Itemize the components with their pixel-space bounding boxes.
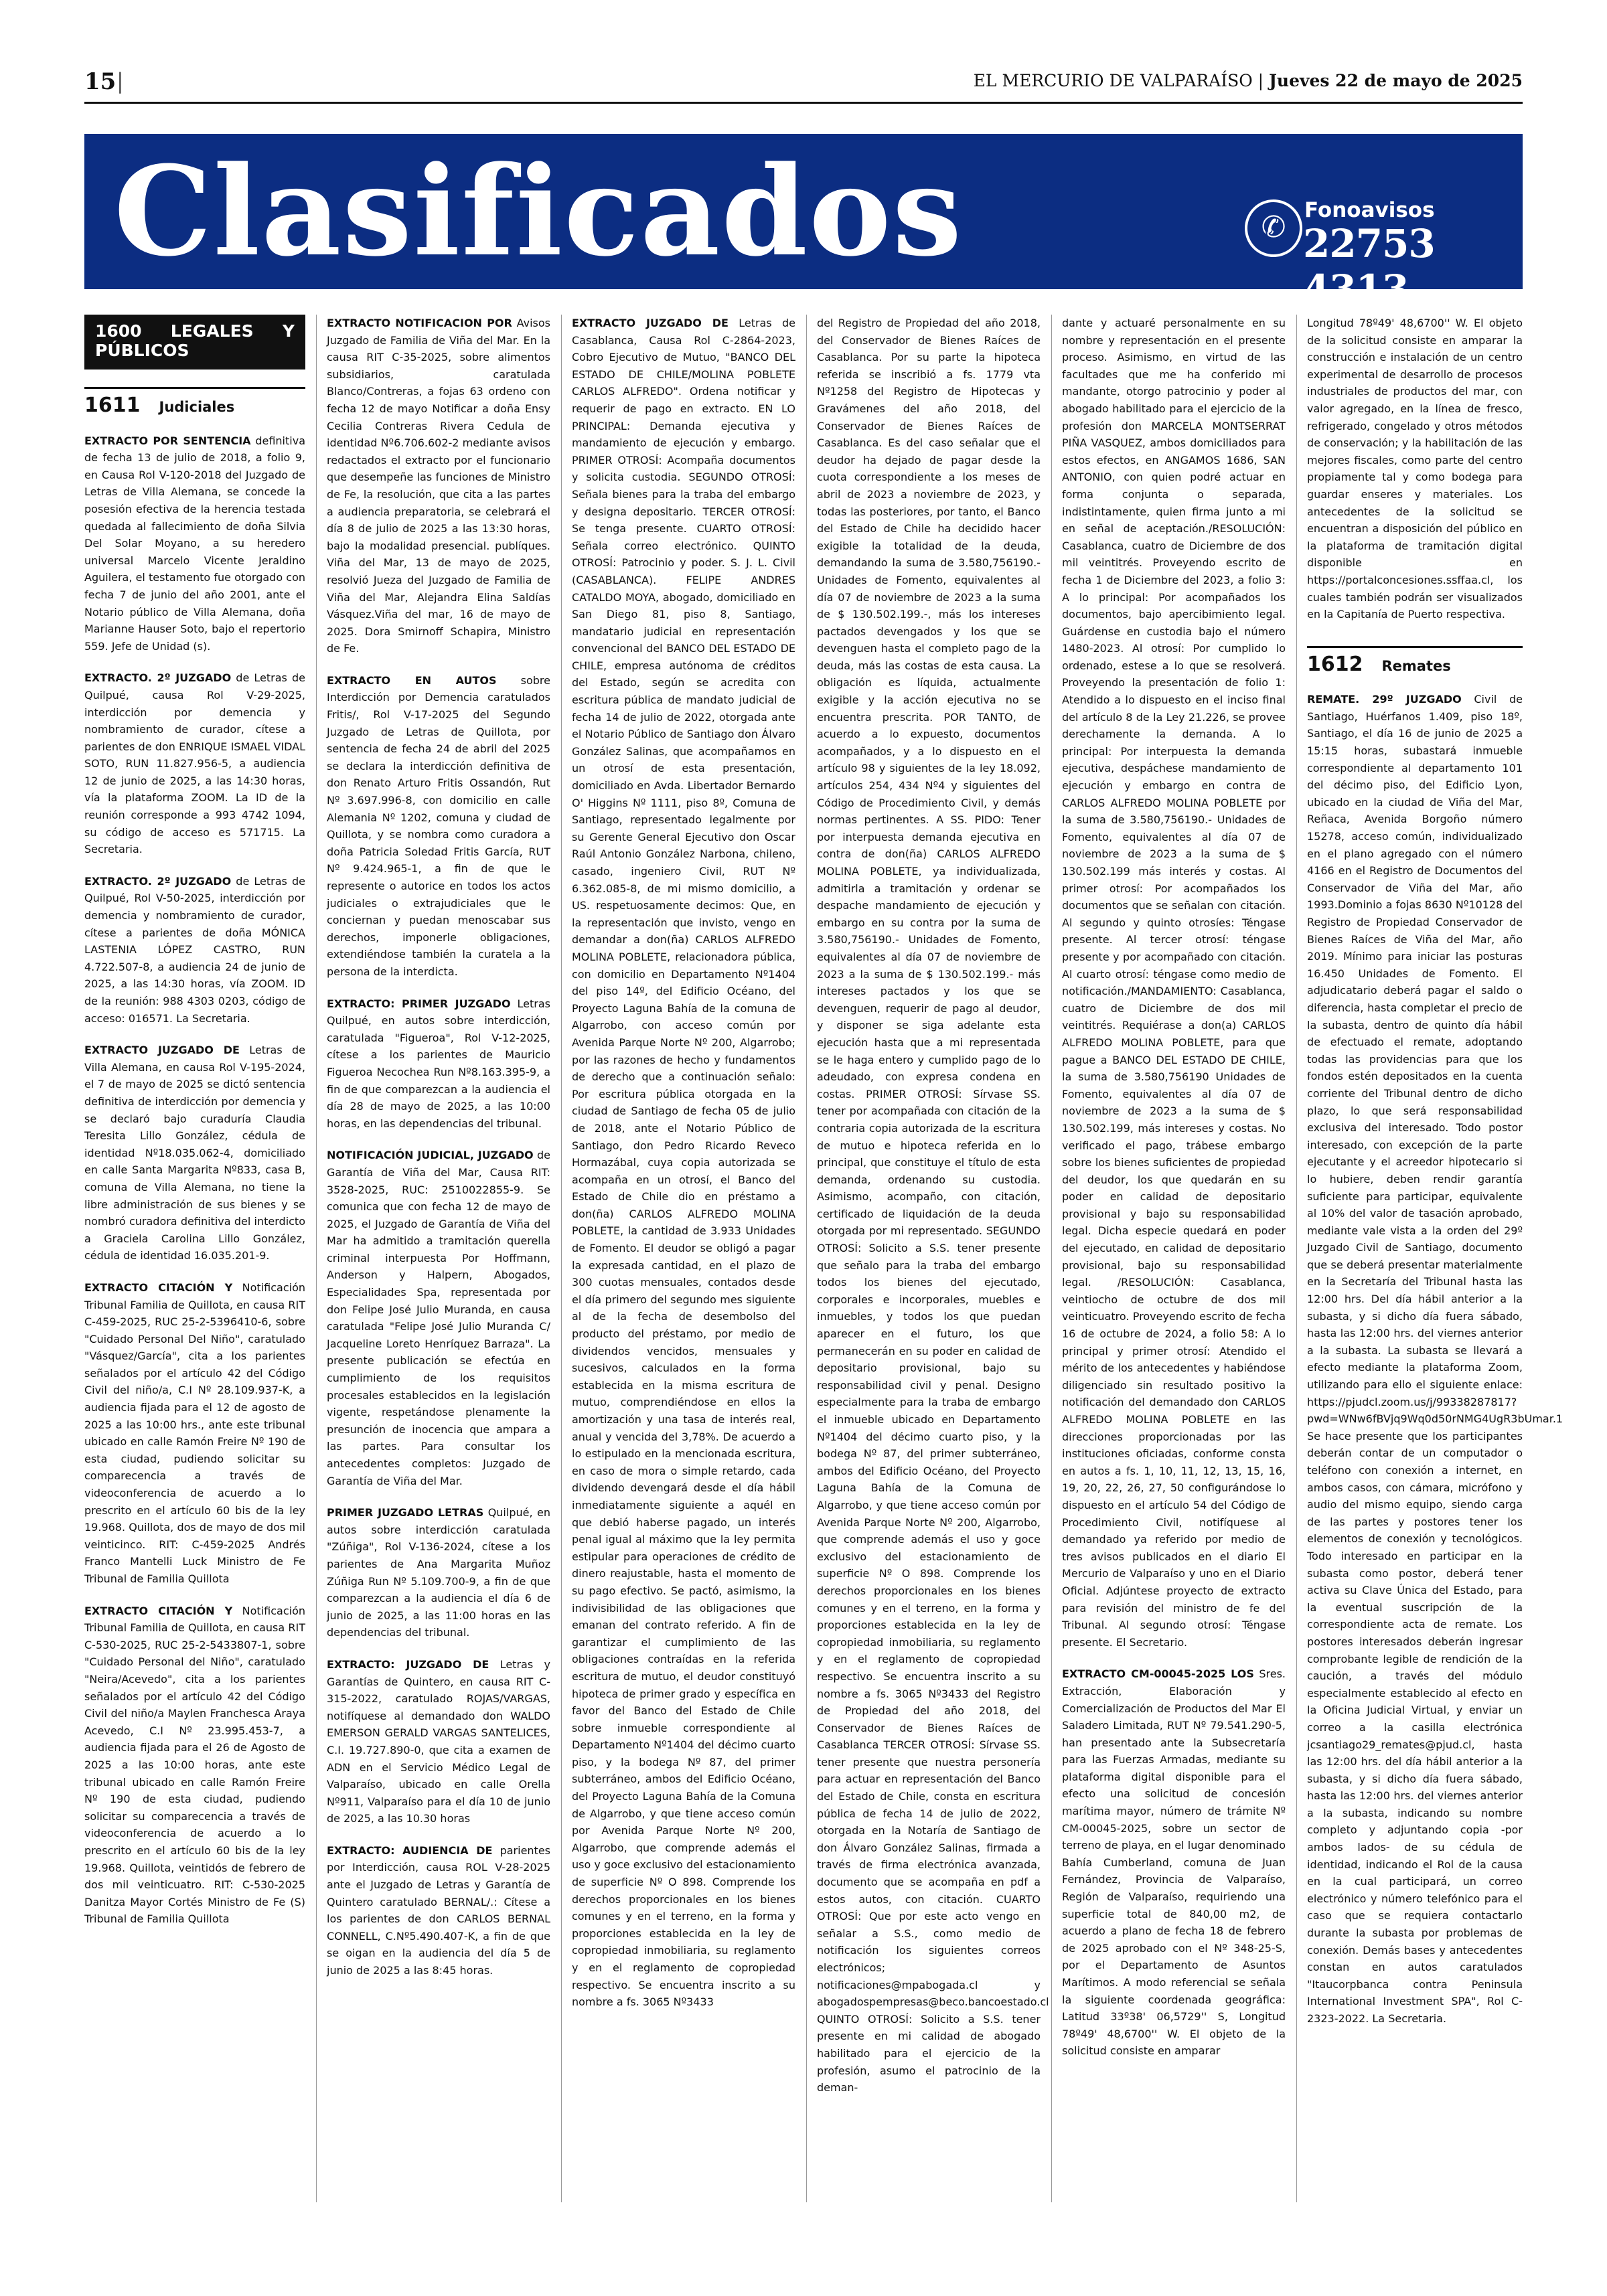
notice-text: Quilpué, en autos sobre interdicción caratulada "Zúñiga", Rol V-136-2024, cítese a los parientes de Ana Margarita Muñoz Zúñiga Run Nº 5.109.700-9, a fin de que comparezcan a la audiencia el día 6 de junio de 2025, a las 11:00 horas en las dependencias del tribunal. — [327, 1506, 550, 1639]
notice-text: del Registro de Propiedad del año 2018, del Conservador de Bienes Raíces de Casablanca. Por su parte la hipoteca referida se inscribió a fs. 1779 vta Nº1258 del Registro de Hipotecas y Gravámenes del año 2018, del Conservador de Bienes Raíces de Casablanca. Es del caso señalar que el deudor ha dejado de pagar desde la cuota correspondiente a los meses de abril de 2023 a noviembre de 2023, y todas las posteriores, por tanto, el Banco del Estado de Chile ha decidido hacer exigible la totalidad de la deuda, demandando la suma de 3.580,756190.- Unidades de Fomento, equivalentes al día 07 de noviembre de 2023 a la suma de $ 130.502.199.-, más los intereses pactados devengados y los que se devenguen hasta el completo pago de la deuda, más las costas de esta causa. La obligación es líquida, actualmente exigible y la acción ejecutiva no se encuentra prescrita. POR TANTO, de acuerdo a lo expuesto, documentos acompañados, y a lo dispuesto en el artículo 98 y siguientes de la ley 18.092, artículos 254, 434 Nº4 y siguientes del Código de Procedimiento Civil, y demás normas pertinentes. A SS. PIDO: Tener por interpuesta demanda ejecutiva en contra de don(ña) CARLOS ALFREDO MOLINA POBLETE, ya individualizada, admitirla a tramitación y ordenar se despache mandamiento de ejecución y embargo en su contra por la suma de 3.580,756190.- Unidades de Fomento, equivalentes al día 07 de noviembre de 2023 a la suma de $ 130.502.199.- más intereses pactados y los que se devenguen, requerir de pago al deudor, y disponer se siga adelante esta ejecución hasta que a mi representada se le haga entero y cumplido pago de lo adeudado, con expresa condena en costas. PRIMER OTROSÍ: Sírvase SS. tener por acompañada con citación de la contraria copia autorizada de la escritura de mutuo e hipoteca referida en lo principal, que constituye el título de esta demanda, ordenando su custodia. Asimismo, acompaño, con citación, certificado de liquidación de la deuda otorgada por mi representado. SEGUNDO OTROSÍ: Solicito a S.S. tener presente que señalo para la traba del embargo todos los bienes del ejecutado, corporales e incorporales, muebles e inmuebles, y todos los que puedan aparecer en el futuro, los que permanecerán en su poder en calidad de depositario provisional, bajo su responsabilidad civil y penal. Designo especialmente para la traba de embargo el inmueble ubicado en Departamento Nº1404 del décimo cuarto piso, y la bodega Nº 87, del primer subterráneo, ambos del Edificio Océano, del Proyecto Laguna Bahía de la Comuna de Algarrobo, y que tiene acceso común por Avenida Parque Norte Nº 200, Algarrobo, que comprende además el uso y goce exclusivo del estacionamiento de superficie Nº O 898. Comprende los derechos proporcionales en los bienes comunes y en el terreno, en la forma y proporciones establecida en la ley de copropiedad inmobiliaria, su reglamento y en el reglamento de copropiedad respectivo. Se encuentra inscrito a su nombre a fs. 3065 Nº3433 del Registro de Propiedad del año 2018, del Conservador de Bienes Raíces de Casablanca TERCER OTROSÍ: Sírvase SS. tener presente que nuestra personería para actuar en representación del Banco del Estado de Chile, consta en escritura pública de fecha 14 de julio de 2022, otorgada en la Notaría de Santiago de don Álvaro González Salinas, firmada a través de firma electrónica avanzada, documento que se acompaña en pdf a estos autos, con citación. CUARTO OTROSÍ: Que por este acto vengo en señalar a S.S., como medio de notificación los siguientes correos electrónicos; notificaciones@mpabogada.cl y abogadospempresas@beco.bancoestado.cl QUINTO OTROSÍ: Solicito a S.S. tener presente en mi calidad de abogado habilitado para el ejercicio de la profesión, asumo el patrocinio de la deman- — [817, 317, 1049, 2095]
legal-notice — [84, 1042, 305, 1264]
notice-lead: EXTRACTO. 2º JUZGADO — [84, 671, 232, 685]
header-rule — [84, 102, 1523, 104]
notice-lead: EXTRACTO: AUDIENCIA DE — [327, 1843, 493, 1857]
notice-text: de Garantía de Viña del Mar, Causa RIT: 3528-2025, RUC: 2510022855-9. Se comunica que con fecha 12 de mayo de 2025, el Juzgado de Garantía de Viña del Mar ha admitido a tramitación querella criminal interpuesta Por Hoffmann, Anderson y Halpern, Abogados, Especialidades Spa, representada por don Felipe José Julio Muranda, en causa caratulada "Felipe José Julio Muranda C/ Jacqueline Loreto Henríquez Barraza". La presente publicación se efectúa en cumplimiento de los requisitos procesales establecidos en la legislación vigente, respetándose plenamente la presunción de inocencia que ampara a las partes. Para consultar los antecedentes completos: Juzgado de Garantía de Viña del Mar. — [327, 1149, 551, 1487]
column-6 — [1307, 315, 1563, 2042]
notice-text: Sres. Extracción, Elaboración y Comercialización de Productos del Mar El Saladero Limitada, RUT Nº 79.541.290-5, han presentado ante la Subsecretaría para las Fuerzas Armadas, mediante su plataforma digital disponible para el efecto una solicitud de concesión marítima mayor, número de trámite Nº CM-00045-2025, sobre un sector de terreno de playa, en el lugar denominado Bahía Cumberland, comuna de Juan Fernández, Provincia de Valparaíso, Región de Valparaíso, requiriendo una superficie total de 840,00 m2, de acuerdo a plano de fecha 18 de febrero de 2025 aprobado con el Nº 348-25-S, por el Departamento de Asuntos Marítimos. A modo referencial se señala la siguiente coordenada geográfica: Latitud 33º38' 06,5729'' S, Longitud 78º49' 48,6700'' W. El objeto de la solicitud consiste en amparar — [1062, 1667, 1286, 2058]
notice-lead: EXTRACTO CITACIÓN Y — [84, 1281, 233, 1294]
fonoavisos-number: 22753 4313 — [1303, 221, 1435, 312]
notice-lead: EXTRACTO CITACIÓN Y — [84, 1604, 233, 1617]
legal-notice — [1062, 1665, 1286, 2060]
legal-notice — [327, 1504, 550, 1641]
legal-notice — [84, 432, 305, 655]
notice-text: de Letras de Quilpué, causa Rol V-29-2025, interdicción por demencia y nombramiento de curador, cítese a parientes de don ENRIQUE ISMAEL VIDAL SOTO, RUN 11.827.956-5, a audiencia 12 de junio de 2025, a las 14:30 horas, vía la plataforma ZOOM. La ID de la reunión corresponde a 993 4742 1094, su código de acceso es 571715. La Secretaria. — [84, 671, 305, 856]
notice-text: Letras de Villa Alemana, en causa Rol V-195-2024, el 7 de mayo de 2025 se dictó sentencia definitiva de interdicción por demencia y se declaró bajo curaduría Claudia Teresita Lillo González, cédula de identidad Nº18.035.062-4, domiciliado en calle Santa Margarita Nº833, casa B, comuna de Villa Alemana, no tiene la libre administración de sus bienes y se nombró curadora definitiva del interdicto a Graciela Carolina Lillo González, cédula de identidad 16.035.201-9. — [84, 1044, 306, 1262]
notice-lead: EXTRACTO POR SENTENCIA — [84, 434, 251, 447]
fonoavisos-label: Fonoavisos — [1304, 198, 1435, 222]
notice-lead: EXTRACTO: JUZGADO DE — [327, 1657, 489, 1671]
notice-lead: EXTRACTO JUZGADO DE — [84, 1044, 240, 1057]
notice-text: Notificación Tribunal Familia de Quillota, en causa RIT C-459-2025, RUC 25-2-5396410-6, sobre "Cuidado Personal Del Niño", caratulado "Vásquez/García", cita a los parientes señalados por el artículo 42 del Código Civil del niño/a, C.I Nº 28.109.937-K, a audiencia fijada para el 12 de agosto de 2025 a las 10:00 hrs., ante este tribunal ubicado en calle Ramón Freire Nº 190 de esta ciudad, pudiendo solicitar su comparecencia a través de videoconferencia de acuerdo a lo prescrito en el artículo 60 bis de la ley 19.968. Quillota, dos de mayo de dos mil veinticinco. RIT: C-459-2025 Andrés Franco Mantelli Luck Ministro de Fe Tribunal de Familia Quillota — [84, 1281, 305, 1585]
legal-notice — [327, 1656, 550, 1827]
masthead-separator: | — [1257, 71, 1264, 90]
notice-text: Letras Quilpué, en autos sobre interdicción, caratulada "Figueroa", Rol V-12-2025, cítese a los parientes de Mauricio Figueroa Necochea Run Nº8.163.395-9, a fin de que comparezcan a la audiencia el día 28 de mayo de 2025, a las 10:00 horas, en las dependencias del tribunal. — [327, 997, 550, 1130]
notice-list — [572, 315, 795, 2011]
legal-notice — [1307, 315, 1523, 623]
legal-notice — [327, 672, 550, 981]
subsection-number: 1611 — [84, 394, 141, 417]
notice-text: Civil de Santiago, Huérfanos 1.409, piso 18º, Santiago, el día 16 de junio de 2025 a 15:15 horas, subastará inmueble correspondiente al departamento 101 del décimo piso, del Edificio Lyon, ubicado en la ciudad de Viña del Mar, Reñaca, Avenida Borgoño número 15278, acceso común, individualizado en el plano agregado con el número 4166 en el Registro de Documentos del Conservador de Viña del Mar, año 1993.Dominio a fojas 8630 Nº10128 del Registro de Propiedad Conservador de Bienes Raíces de Viña del Mar, año 2019. Mínimo para iniciar las posturas 16.450 Unidades de Fomento. El adjudicatario deberá pagar el saldo o diferencia, hasta completar el precio de la subasta, dentro de quinto día hábil de efectuado el remate, adoptando todas las providencias para que los fondos estén depositados en la cuenta corriente del Tribunal dentro de dicho plazo, lo que será responsabilidad exclusiva del interesado. Todo postor interesado, con excepción de la parte ejecutante y el acreedor hipotecario si lo hubiere, deben rendir garantía suficiente para participar, equivalente al 10% del valor de tasación aprobado, mediante vale vista a la orden del 29º Juzgado Civil de Santiago, documento que se deberá presentar materialmente en la Secretaría del Tribunal hasta las 12:00 hrs. Del día hábil anterior a la subasta, y si dicho día fuera sábado, hasta las 12:00 hrs. del viernes anterior a la subasta. La subasta se llevará a efecto mediante la plataforma Zoom, utilizando para ello el siguiente enlace: https://pjudcl.zoom.us/j/99338287817?pwd=WNw6fBVjq9Wq0d50rNMG4UgR3bUmar.1 Se hace presente que los participantes deberán contar de un computador o teléfono con conexión a internet, en ambos casos, con cámara, micrófono y audio del mismo equipo, siendo carga de las partes y postores tener los elementos de conexión y tecnológicos. Todo interesado en participar en la subasta como postor, deberá tener activa su Clave Única del Estado, para la eventual suscripción de la correspondiente acta de remate. Los postores interesados deberán ingresar comprobante legible de rendición de la caución, a través del módulo especialmente establecido al efecto en la Oficina Judicial Virtual, y enviar un correo a la casilla electrónica jcsantiago29_remates@pjud.cl, hasta las 12:00 hrs. del día hábil anterior a la subasta, y si dicho día fuera sábado, hasta las 12:00 hrs. del viernes anterior a la subasta, indicando su nombre completo y adjuntando copia -por ambos lados- de su cédula de identidad, indicando el Rol de la causa en la cual participará, un correo electrónico y número telefónico para el caso que se requiera contactarlo durante la subasta por problemas de conexión. Demás bases y antecedentes constan en autos caratulados "Itaucorpbanca contra Peninsula International Investment SPA", Rol C-2323-2022. La Secretaria. — [1307, 693, 1563, 2025]
column-divider — [806, 315, 807, 2202]
column-3 — [572, 315, 795, 2026]
legal-notice — [84, 873, 305, 1027]
notice-lead: REMATE. 29º JUZGADO — [1307, 693, 1462, 706]
notice-text: de Letras de Quilpué, Rol V-50-2025, interdicción por demencia y nombramiento de curador, cítese a parientes de doña MÓNICA LASTENIA LÓPEZ CASTRO, RUN 4.722.507-8, a audiencia 24 de junio de 2025, a las 14:30 horas, vía ZOOM. ID de la reunión: 988 4303 0203, código de acceso: 016571. La Secretaria. — [84, 874, 305, 1025]
notice-list — [817, 315, 1049, 2097]
legal-notice — [1062, 315, 1286, 1651]
legal-notice — [817, 315, 1049, 2097]
legal-notice — [327, 315, 550, 657]
column-divider — [561, 315, 562, 2202]
notice-lead: EXTRACTO EN AUTOS — [327, 673, 497, 687]
notice-list — [84, 432, 305, 1928]
issue-date: Jueves 22 de mayo de 2025 — [1269, 71, 1523, 90]
section-label-legales: 1600 LEGALES Y PÚBLICOS — [84, 315, 305, 370]
notice-list — [327, 315, 550, 1979]
header-separator: | — [117, 68, 124, 94]
legal-notice — [327, 1842, 550, 1979]
notice-list — [1307, 315, 1523, 623]
newspaper-name: EL MERCURIO DE VALPARAÍSO — [973, 71, 1253, 90]
legal-notice — [84, 1603, 305, 1928]
notice-text: sobre Interdicción por Demencia caratulados Fritis/, Rol V-17-2025 del Segundo Juzgado de Letras de Quillota, por sentencia de fecha 24 de abril del 2025 se declara la interdicción definitiva de don Renato Arturo Fritis Ossandón, Rut Nº 3.697.996-8, con domicilio en calle Alemania Nº 1202, comuna y ciudad de Quillota, y se nombra como curadora a doña Patricia Soledad Fritis García, RUT Nº 9.424.965-1, a fin de que le represente o autorice en todos los actos judiciales o extrajudiciales que le conciernan y puedan menoscabar sus derechos, imponerle obligaciones, extendiéndose también la curatela a la persona de la interdicta. — [327, 673, 550, 978]
notice-text: definitiva de fecha 13 de julio de 2018, a folio 9, en Causa Rol V-120-2018 del Juzgado de Letras de Villa Alemana, se concede la posesión efectiva de la herencia testada quedada al fallecimiento de doña Silvia Del Solar Moyano, a su heredero universal Marcelo Vicente Jeraldino Aguilera, el testamento fue otorgado con fecha 7 de junio del año 2001, ante el Notario público de Villa Alemana, doña Marianne Hauser Soto, bajo el repertorio 559. Jefe de Unidad (s). — [84, 434, 305, 653]
notice-lead: EXTRACTO CM-00045-2025 LOS — [1062, 1667, 1254, 1681]
notice-text: Letras y Garantías de Quintero, en causa RIT C-315-2022, caratulado ROJAS/VARGAS, notifíquese al demandado don WALDO EMERSON GERALD VARGAS SANTELICES, C.I. 19.727.890-0, que cita a examen de ADN en el Servicio Médico Legal de Valparaíso, ubicado en calle Orella Nº911, Valparaíso para el día 10 de junio de 2025, a las 10.30 horas — [327, 1657, 550, 1825]
notice-list — [1062, 315, 1286, 2060]
notice-text: dante y actuaré personalmente en su nombre y representación en el presente proceso. Asimismo, en virtud de las facultades que me ha conferido mi mandante, otorgo patrocinio y poder al abogado habilitado para el ejercicio de la profesión don MARCELA MONTSERRAT PIÑA VASQUEZ, ambos domiciliados para estos efectos, en ANGAMOS 1686, SAN ANTONIO, con quien podré actuar en forma conjunta o separada, indistintamente, quien firma junto a mi en señal de aceptación./RESOLUCIÓN: Casablanca, cuatro de Diciembre de dos mil veintitrés. Proveyendo escrito de fecha 1 de Diciembre del 2023, a folio 3: A lo principal: Por acompañados los documentos, bajo apercibimiento legal. Guárdense en custodia bajo el número 1480-2023. Al otrosí: Por cumplido lo ordenado, estese a lo que se resolverá. Proveyendo la presentación de folio 1: Atendido a lo dispuesto en el inciso final del artículo 8 de la Ley 21.226, se provee derechamente la demanda. A lo principal: Por interpuesta la demanda ejecutiva, despáchese mandamiento de ejecución y embargo en contra de CARLOS ALFREDO MOLINA POBLETE por la suma de 3.580,756190.- Unidades de Fomento, equivalentes al día 07 de noviembre de 2023 a la suma de $ 130.502.199 más interés y costas. Al primer otrosí: Por acompañados los documentos que se señalan con citación. Al segundo y quinto otrosíes: Téngase presente. Al tercer otrosí: téngase presente y por acompañado con citación. Al cuarto otrosí: téngase como medio de notificación./MANDAMIENTO: Casablanca, cuatro de Diciembre de dos mil veintitrés. Requiérase a don(a) CARLOS ALFREDO MOLINA POBLETE, para que pague a BANCO DEL ESTADO DE CHILE, la suma de 3.580,756190 Unidades de Fomento, equivalentes al día 07 de noviembre de 2023 a la suma de $ 130.502.199, más intereses y costas. No verificado el pago, trábese embargo sobre los bienes suficientes de propiedad del deudor, los que quedarán en su poder en calidad de depositario provisional y bajo su responsabilidad legal. Dicha especie quedará en poder del ejecutado, en calidad de depositario provisional, bajo su responsabilidad legal. /RESOLUCIÓN: Casablanca, veintiocho de octubre de dos mil veinticuatro. Proveyendo escrito de fecha 16 de octubre de 2024, a folio 58: A lo principal y primer otrosí: Atendido el mérito de los antecedentes y habiéndose diligenciado sin resultado positivo la notificación del demandado don CARLOS ALFREDO MOLINA POBLETE en las direcciones proporcionadas por las instituciones oficiadas, conforme consta en autos a fs. 1, 10, 11, 12, 13, 15, 16, 19, 20, 22, 26, 27, 50 configurándose lo dispuesto en el artículo 54 del Código de Procedimiento Civil, notifíquese al demandado ya referido por medio de tres avisos publicados en el diario El Mercurio de Valparaíso y uno en el Diario Oficial. Adjúntese proyecto de extracto para revisión del ministro de fe del Tribunal. Al segundo otrosí: Téngase presente. El Secretario. — [1062, 317, 1286, 1649]
notice-lead: EXTRACTO: PRIMER JUZGADO — [327, 997, 511, 1010]
notice-lead: EXTRACTO. 2º JUZGADO — [84, 874, 232, 888]
column-4 — [817, 315, 1049, 2111]
column-divider — [316, 315, 317, 2202]
column-1 — [84, 315, 305, 1943]
column-5 — [1062, 315, 1286, 2074]
legal-notice — [572, 315, 795, 2011]
section-title: Clasificados — [114, 139, 964, 284]
notice-lead: EXTRACTO NOTIFICACION POR — [327, 317, 512, 329]
notice-lead: NOTIFICACIÓN JUDICIAL, JUZGADO — [327, 1149, 534, 1162]
column-divider — [1051, 315, 1052, 2202]
notice-text: Notificación Tribunal Familia de Quillota, en causa RIT C-530-2025, RUC 25-2-5433807-1, sobre "Cuidado Personal del Niño", caratulado "Neira/Acevedo", cita a los parientes señalados por el artículo 42 del Código Civil del niño/a Maylen Franchesca Araya Acevedo, C.I Nº 23.995.453-7, a audiencia fijada para el 26 de Agosto de 2025 a las 10:00 horas, ante este tribunal ubicado en calle Ramón Freire Nº 190 de esta ciudad, pudiendo solicitar su comparecencia a través de videoconferencia de acuerdo a lo prescrito en el artículo 60 bis de la ley 19.968. Quillota, veintidós de febrero de dos mil veinticuatro. RIT: C-530-2025 Danitza Mayor Cortés Ministro de Fe (S) Tribunal de Familia Quillota — [84, 1604, 305, 1926]
notice-list — [1307, 691, 1563, 2027]
legal-notice — [84, 1279, 305, 1588]
newspaper-masthead — [974, 71, 1523, 90]
notice-text: Avisos Juzgado de Familia de Viña del Mar. En la causa RIT C-35-2025, sobre alimentos subsidiarios, caratulada Blanco/Contreras, a fojas 63 ordeno con fecha 12 de mayo Notificar a doña Ensy Cecilia Contreras Rivera Cedula de identidad Nº6.706.602-2 mediante avisos redactados el extracto por el funcionario que desempeñe las funciones de Ministro de Fe, la resolución, que cita a las partes a audiencia preparatoria, se celebrará el día 8 de julio de 2025 a las 13:30 horas, bajo la modalidad presencial. publíques. Viña del Mar, 13 de mayo de 2025, resolvió Jueza del Juzgado de Familia de Viña del Mar, Alejandra Elina Saldías Vásquez.Viña del mar, 16 de mayo de 2025. Dora Smirnoff Schapira, Ministro de Fe. — [327, 317, 551, 655]
legal-notice — [327, 1147, 550, 1489]
subsection-name: Remates — [1381, 657, 1451, 674]
phone-icon: ✆ — [1245, 199, 1302, 257]
subsection-number: 1612 — [1307, 652, 1363, 676]
subsection-name: Judiciales — [159, 399, 235, 415]
subsection-remates — [1307, 646, 1523, 675]
subsection-judiciales — [84, 387, 305, 416]
notice-text: parientes por Interdicción, causa ROL V-28-2025 ante el Juzgado de Letras y Garantía de Quintero caratulado BERNAL/.: Cítese a los parientes de don CARLOS BERNAL CONNELL, C.Nº5.490.407-K, a fin de que se oigan en la audiencia del día 5 de junio de 2025 a las 8:45 horas. — [327, 1843, 551, 1977]
legal-notice — [327, 995, 550, 1133]
column-divider — [1296, 315, 1297, 2202]
notice-lead: EXTRACTO JUZGADO DE — [572, 317, 729, 329]
notice-text: Letras de Casablanca, Causa Rol C-2864-2023, Cobro Ejecutivo de Mutuo, "BANCO DEL ESTADO DE CHILE/MOLINA POBLETE CARLOS ALFREDO". Ordena notificar y requerir de pago en extracto. EN LO PRINCIPAL: Demanda ejecutiva y mandamiento de ejecución y embargo. PRIMER OTROSÍ: Acompaña documentos y solicita custodia. SEGUNDO OTROSÍ: Señala bienes para la traba del embargo y designa depositario. TERCER OTROSÍ: Se tenga presente. CUARTO OTROSÍ: Señala correo electrónico. QUINTO OTROSÍ: Patrocinio y poder. S. J. L. Civil (CASABLANCA). FELIPE ANDRES CATALDO MOYA, abogado, domiciliado en San Diego 81, piso 8, Santiago, mandatario judicial en representación convencional del BANCO DEL ESTADO DE CHILE, empresa autónoma de créditos del Estado, según se acredita con escritura pública de mandato judicial de fecha 14 de julio de 2022, otorgada ante el Notario Público de Santiago don Álvaro González Salinas, que acompañamos en un otrosí de esta presentación, domiciliado en Avda. Libertador Bernardo O' Higgins Nº 1111, piso 8º, Comuna de Santiago, representado legalmente por su Gerente General Ejecutivo don Oscar Raúl Antonio González Narbona, chileno, casado, ingeniero Civil, RUT Nº 6.362.085-8, de mi mismo domicilio, a US. respetuosamente decimos: Que, en la representación que invisto, vengo en demandar a don(ña) CARLOS ALFREDO MOLINA POBLETE, relacionadora pública, con domicilio en Departamento Nº1404 del piso 14º, del Edificio Océano, del Proyecto Laguna Bahía de la comuna de Algarrobo, con acceso común por Avenida Parque Norte Nº 200, Algarrobo; por las razones de hecho y fundamentos de derecho que a continuación señalo: Por escritura pública otorgada en la ciudad de Santiago de fecha 05 de julio de 2018, ante el Notario Público de Santiago, don Pedro Ricardo Reveco Hormazábal, cuya copia autorizada se acompaña en un otrosí, el Banco del Estado de Chile dio en préstamo a don(ña) CARLOS ALFREDO MOLINA POBLETE, la cantidad de 3.933 Unidades de Fomento. El deudor se obligó a pagar la expresada cantidad, en el plazo de 300 cuotas mensuales, contados desde el día primero del segundo mes siguiente al de la fecha de desembolso del producto del préstamo, por medio de dividendos vencidos, mensuales y sucesivos, calculados en la forma establecida en la misma escritura de mutuo, comprendiéndose en ellos la amortización y una tasa de interés real, anual y vencida del 3,78%. De acuerdo a lo estipulado en la mencionada escritura, en caso de mora o simple retardo, cada dividendo devengará desde el día hábil inmediatamente siguiente a aquél en que debió haberse pagado, un interés penal igual al máximo que la ley permita estipular para operaciones de crédito de dinero reajustable, hasta el momento de su pago efectivo. Se pactó, asimismo, la indivisibilidad de las obligaciones que emanan del contrato referido. A fin de garantizar el cumplimiento de las obligaciones contraídas en la referida escritura de mutuo, el deudor constituyó hipoteca de primer grado y específica en favor del Banco del Estado de Chile sobre inmueble correspondiente al Departamento Nº1404 del décimo cuarto piso, y la bodega Nº 87, del primer subterráneo, ambos del Edificio Océano, del Proyecto Laguna Bahía de la Comuna de Algarrobo, y que tiene acceso común por Avenida Parque Norte Nº 200, Algarrobo, que comprende además el uso y goce exclusivo del estacionamiento de superficie Nº O 898. Comprende los derechos proporcionales en los bienes comunes y en el terreno, en la forma y proporciones establecida en la ley de copropiedad inmobiliaria, su reglamento y en el reglamento de copropiedad respectivo. Se encuentra inscrito a su nombre a fs. 3065 Nº3433 — [572, 317, 796, 2009]
page-header — [84, 63, 1523, 96]
section-banner — [84, 134, 1523, 312]
column-2 — [327, 315, 550, 1994]
legal-notice — [84, 669, 305, 858]
notice-lead: PRIMER JUZGADO LETRAS — [327, 1506, 484, 1520]
notice-text: Longitud 78º49' 48,6700'' W. El objeto de la solicitud consiste en amparar la construcción e instalación de un centro experimental de desarrollo de procesos industriales de productos del mar, con valor agregado, en la línea de fresco, refrigerado, congelado y otros métodos de conservación; y la habilitación de las mejores fiscales, como parte del centro propiamente tal y como bodega para guardar enseres y materiales. Los antecedentes de la solicitud se encuentran a disposición del público en la plataforma de tramitación digital disponible en https://portalconcesiones.ssffaa.cl, los cuales también podrán ser visualizados en la Capitanía de Puerto respectiva. — [1307, 317, 1523, 621]
legal-notice — [1307, 691, 1563, 2027]
page-number: 15 — [84, 68, 117, 95]
